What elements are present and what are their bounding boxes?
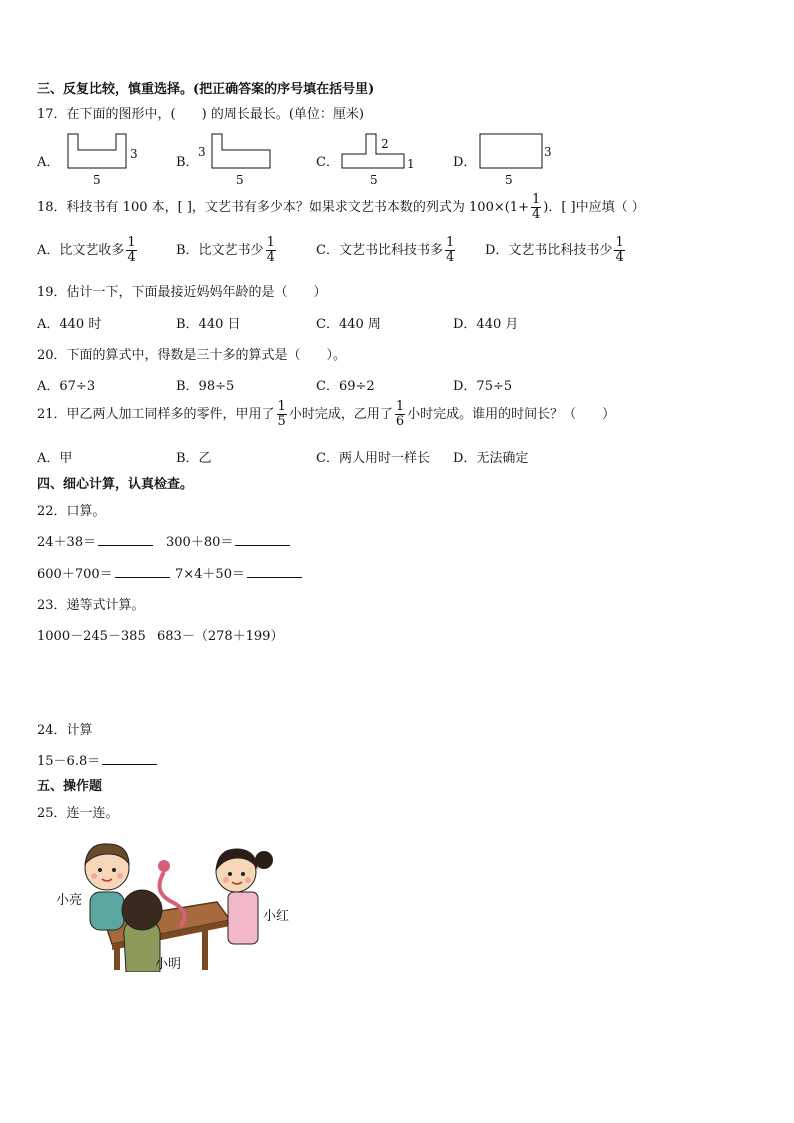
answer-blank[interactable] <box>102 763 157 765</box>
q18-fraction: $\frac{1}{4}$ <box>531 192 541 222</box>
q18-option-a[interactable]: A．比文艺收多 $\frac{1}{4}$ <box>37 235 136 265</box>
q25-stem: 25．连一连。 <box>37 806 119 821</box>
q17-stem: 17．在下面的图形中，( ) 的周长最长。(单位：厘米) <box>37 107 364 122</box>
q17-figure-d <box>474 128 564 190</box>
answer-blank[interactable] <box>247 576 302 578</box>
answer-blank[interactable] <box>235 544 290 546</box>
q20-option-a[interactable]: A．67÷3 <box>37 379 96 394</box>
q18-option-d[interactable]: D．文艺书比科技书少 $\frac{1}{4}$ <box>485 235 624 265</box>
q21-option-a[interactable]: A．甲 <box>37 451 73 466</box>
q17-option-a-label[interactable]: A． <box>37 155 60 170</box>
q22-item-4: 7×4＋50＝ <box>175 563 302 582</box>
figure-d-width: 5 <box>505 173 513 187</box>
q18-stem <box>37 193 645 222</box>
q17-figure-c <box>336 128 426 190</box>
q19-option-b[interactable]: B．440 日 <box>176 317 241 332</box>
answer-blank[interactable] <box>115 576 170 578</box>
q21-fraction-1: $\frac{1}{5}$ <box>277 399 286 429</box>
section4-title: 四、细心计算，认真检查。 <box>37 477 194 492</box>
figure-c-top: 2 <box>381 137 389 151</box>
q22-item-2: 300＋80＝ <box>166 531 290 550</box>
q17-figure-b <box>196 128 286 190</box>
q22-item-1: 24＋38＝ <box>37 531 153 550</box>
q22-item-3: 600＋700＝ <box>37 563 170 582</box>
section5-title: 五、操作题 <box>37 779 103 794</box>
q24-item-1: 15－6.8＝ <box>37 750 157 769</box>
q23-stem: 23．递等式计算。 <box>37 598 145 613</box>
q21-stem: 21．甲乙两人加工同样多的零件，甲用了 $\frac{1}{5}$ 小时完成，乙用了 $\frac{1}{6}$ 小时完成。谁用的时间长？（ ） <box>37 399 616 429</box>
q17-option-c-label[interactable]: C． <box>316 155 339 170</box>
q21-fraction-2: $\frac{1}{6}$ <box>395 399 405 429</box>
q19-option-a[interactable]: A．440 时 <box>37 317 102 332</box>
figure-b-height: 3 <box>198 145 206 159</box>
q22-stem: 22．口算。 <box>37 504 106 519</box>
q19-option-d[interactable]: D．440 月 <box>453 317 519 332</box>
q24-stem: 24．计算 <box>37 723 93 738</box>
q21-option-b[interactable]: B．乙 <box>176 451 212 466</box>
name-label-xiaoliang[interactable]: 小亮 <box>56 893 83 908</box>
q18-stem-part1: 18．科技书有 100 本，[ ]，文艺书有多少本？如果求文艺书本数的列式为 100×(1+ <box>37 200 529 215</box>
q20-stem: 20．下面的算式中，得数是三十多的算式是（ ）。 <box>37 348 347 363</box>
q19-stem: 19．估计一下，下面最接近妈妈年龄的是（ ） <box>37 285 327 300</box>
q20-option-d[interactable]: D．75÷5 <box>453 379 513 394</box>
q17-option-d-label[interactable]: D． <box>453 155 477 170</box>
q17-figure-a <box>62 128 152 190</box>
kids-table-illustration <box>52 832 302 972</box>
q20-option-b[interactable]: B．98÷5 <box>176 379 235 394</box>
figure-c-height: 1 <box>407 157 415 171</box>
q23-item-1: 1000－245－385 <box>37 629 146 644</box>
figure-d-height: 3 <box>544 145 552 159</box>
q23-item-2: 683－（278＋199） <box>157 629 284 644</box>
figure-c-width: 5 <box>370 173 378 187</box>
figure-a-width: 5 <box>93 173 101 187</box>
q18-option-c[interactable]: C．文艺书比科技书多 $\frac{1}{4}$ <box>316 235 455 265</box>
q18-option-b[interactable]: B．比文艺书少 $\frac{1}{4}$ <box>176 235 275 265</box>
figure-a-height: 3 <box>130 147 138 161</box>
q21-option-c[interactable]: C．两人用时一样长 <box>316 451 430 466</box>
name-label-xiaoming[interactable]: 小明 <box>155 957 182 972</box>
q20-option-c[interactable]: C．69÷2 <box>316 379 375 394</box>
name-label-xiaohong[interactable]: 小红 <box>263 909 290 924</box>
q17-option-b-label[interactable]: B． <box>176 155 199 170</box>
q21-option-d[interactable]: D．无法确定 <box>453 451 529 466</box>
q18-stem-part2: )．[ ]中应填（ ） <box>543 200 645 215</box>
q19-option-c[interactable]: C．440 周 <box>316 317 381 332</box>
answer-blank[interactable] <box>98 544 153 546</box>
figure-b-width: 5 <box>236 173 244 187</box>
section3-title: 三、反复比较，慎重选择。(把正确答案的序号填在括号里) <box>37 82 375 97</box>
